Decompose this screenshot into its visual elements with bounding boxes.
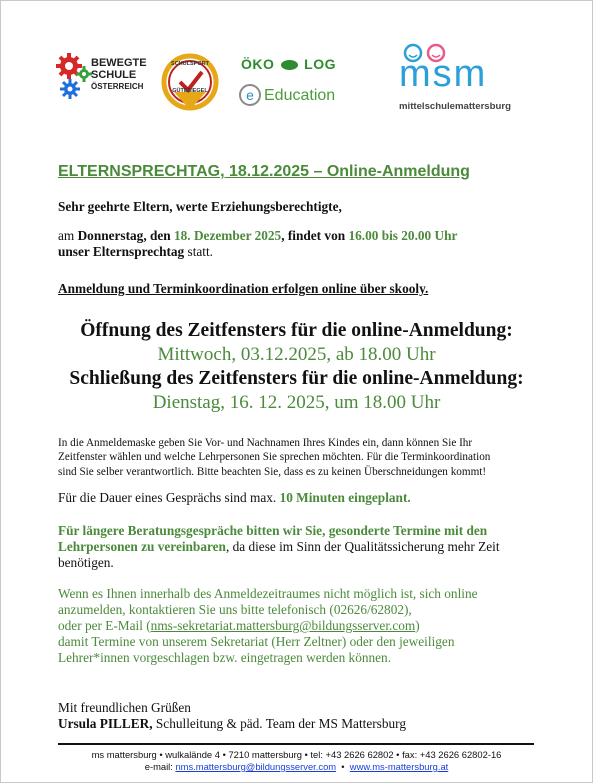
signature-name: Ursula PILLER,: [58, 716, 153, 731]
logo-row: [0, 0, 593, 125]
oeko-text: ÖKO: [241, 56, 275, 72]
msm-school-name: mittelschulemattersburg: [399, 101, 511, 112]
contact-line: damit Termine von unserem Sekretariat (Herr Zeltner) oder den jeweiligen: [58, 634, 455, 649]
contact-line: Wenn es Ihnen innerhalb des Anmeldezeitraumes nicht möglich ist, sich online: [58, 586, 478, 601]
contact-paragraph: [58, 586, 538, 666]
close-heading: Schließung des Zeitfensters für die online-Anmeldung:: [69, 368, 524, 389]
duration-text: Für die Dauer eines Gesprächs sind max.: [58, 490, 280, 505]
eeducation-text: Education: [264, 87, 336, 104]
oesterreich-line: ÖSTERREICH: [91, 82, 144, 91]
online-registration-note: Anmeldung und Terminkoordination erfolgen online über skooly.: [58, 281, 429, 296]
open-time: Mittwoch, 03.12.2025, ab 18.00 Uhr: [157, 344, 436, 365]
duration-highlight: 10 Minuten eingeplant.: [279, 490, 411, 505]
leaf-icon: [281, 60, 298, 70]
intro-from: , findet von: [281, 228, 349, 243]
log-text: LOG: [304, 56, 337, 72]
contact-line: Lehrer*innen vorgeschlagen bzw. eingetragen werden können.: [58, 650, 392, 665]
msm-letters: msm: [399, 53, 488, 95]
close-time: Dienstag, 16. 12. 2025, um 18.00 Uhr: [152, 392, 441, 413]
guetesiegel-text: GÜTESIEGEL: [172, 88, 208, 94]
eeducation-icon: e: [239, 84, 261, 106]
signature: [58, 716, 406, 732]
longer-rest: , da diese im Sinn der Qualitätssicherung mehr Zeit: [225, 539, 500, 554]
bewegte-schule-logo-text: [91, 57, 147, 93]
msm-logo-letters: [399, 52, 487, 96]
footer-address: ms mattersburg • wulkalände 4 • 7210 mattersburg • tel: +43 2626 62802 • fax: +43 2626 62802-16: [91, 749, 502, 760]
intro-date: 18. Dezember 2025: [174, 228, 282, 243]
info-paragraph: [58, 436, 538, 479]
footer-email-label: e-mail:: [144, 761, 176, 772]
footer-email-link[interactable]: nms.mattersburg@bildungsserver.com: [175, 761, 337, 772]
intro-text: am: [58, 228, 78, 243]
intro-event: unser Elternsprechtag: [58, 244, 185, 259]
contact-line: ): [415, 618, 420, 633]
intro-paragraph: [58, 228, 538, 260]
longer-line: benötigen.: [58, 555, 114, 570]
signature-rest: Schulleitung & päd. Team der MS Mattersburg: [152, 716, 406, 731]
duration-paragraph: [58, 490, 411, 506]
longer-line: Für längere Beratungsgespräche bitten wir Sie, gesonderte Termine mit den: [58, 523, 488, 538]
schulsport-top-text: SCHULSPORT: [171, 61, 209, 67]
footer-divider: [58, 743, 534, 745]
bewegte-line: BEWEGTE: [91, 57, 147, 69]
intro-end: statt.: [184, 244, 214, 259]
oekolog-logo: [241, 56, 336, 72]
footer-separator: •: [336, 761, 350, 772]
info-line: In die Anmeldemaske geben Sie Vor- und Nachnamen Ihres Kindes ein, dann können Sie Ihr: [58, 437, 473, 449]
info-line: Zeitfenster wählen und welche Lehrpersonen Sie sprechen möchten. Für die Terminkoordination: [58, 451, 491, 464]
footer-contact: [30, 761, 563, 773]
page-title: ELTERNSPRECHTAG, 18.12.2025 – Online-Anmeldung: [58, 163, 470, 180]
info-line: sind Sie selber verantwortlich. Bitte beachten Sie, dass es zu keinen Überschneidungen kommt!: [58, 465, 487, 478]
bewegte-schule-gears-icon: [56, 52, 96, 102]
secretariat-email-link[interactable]: nms-sekretariat.mattersburg@bildungsserver.com: [150, 618, 416, 633]
longer-consultations-paragraph: [58, 523, 538, 571]
contact-line: oder per E-Mail (: [58, 618, 151, 633]
closing: Mit freundlichen Grüßen: [58, 700, 191, 715]
schule-line: SCHULE: [91, 69, 137, 81]
greeting: Sehr geehrte Eltern, werte Erziehungsberechtigte,: [58, 199, 342, 214]
longer-bold: Lehrpersonen zu vereinbaren: [58, 539, 226, 554]
footer-website-link[interactable]: www.ms-mattersburg.at: [349, 761, 449, 772]
contact-line: anzumelden, kontaktieren Sie uns bitte telefonisch (02626/62802),: [58, 602, 412, 617]
intro-time: 16.00 bis 20.00 Uhr: [348, 228, 458, 243]
intro-weekday: Donnerstag, den: [77, 228, 174, 243]
registration-window: [20, 319, 573, 415]
open-heading: Öffnung des Zeitfensters für die online-Anmeldung:: [80, 320, 513, 341]
